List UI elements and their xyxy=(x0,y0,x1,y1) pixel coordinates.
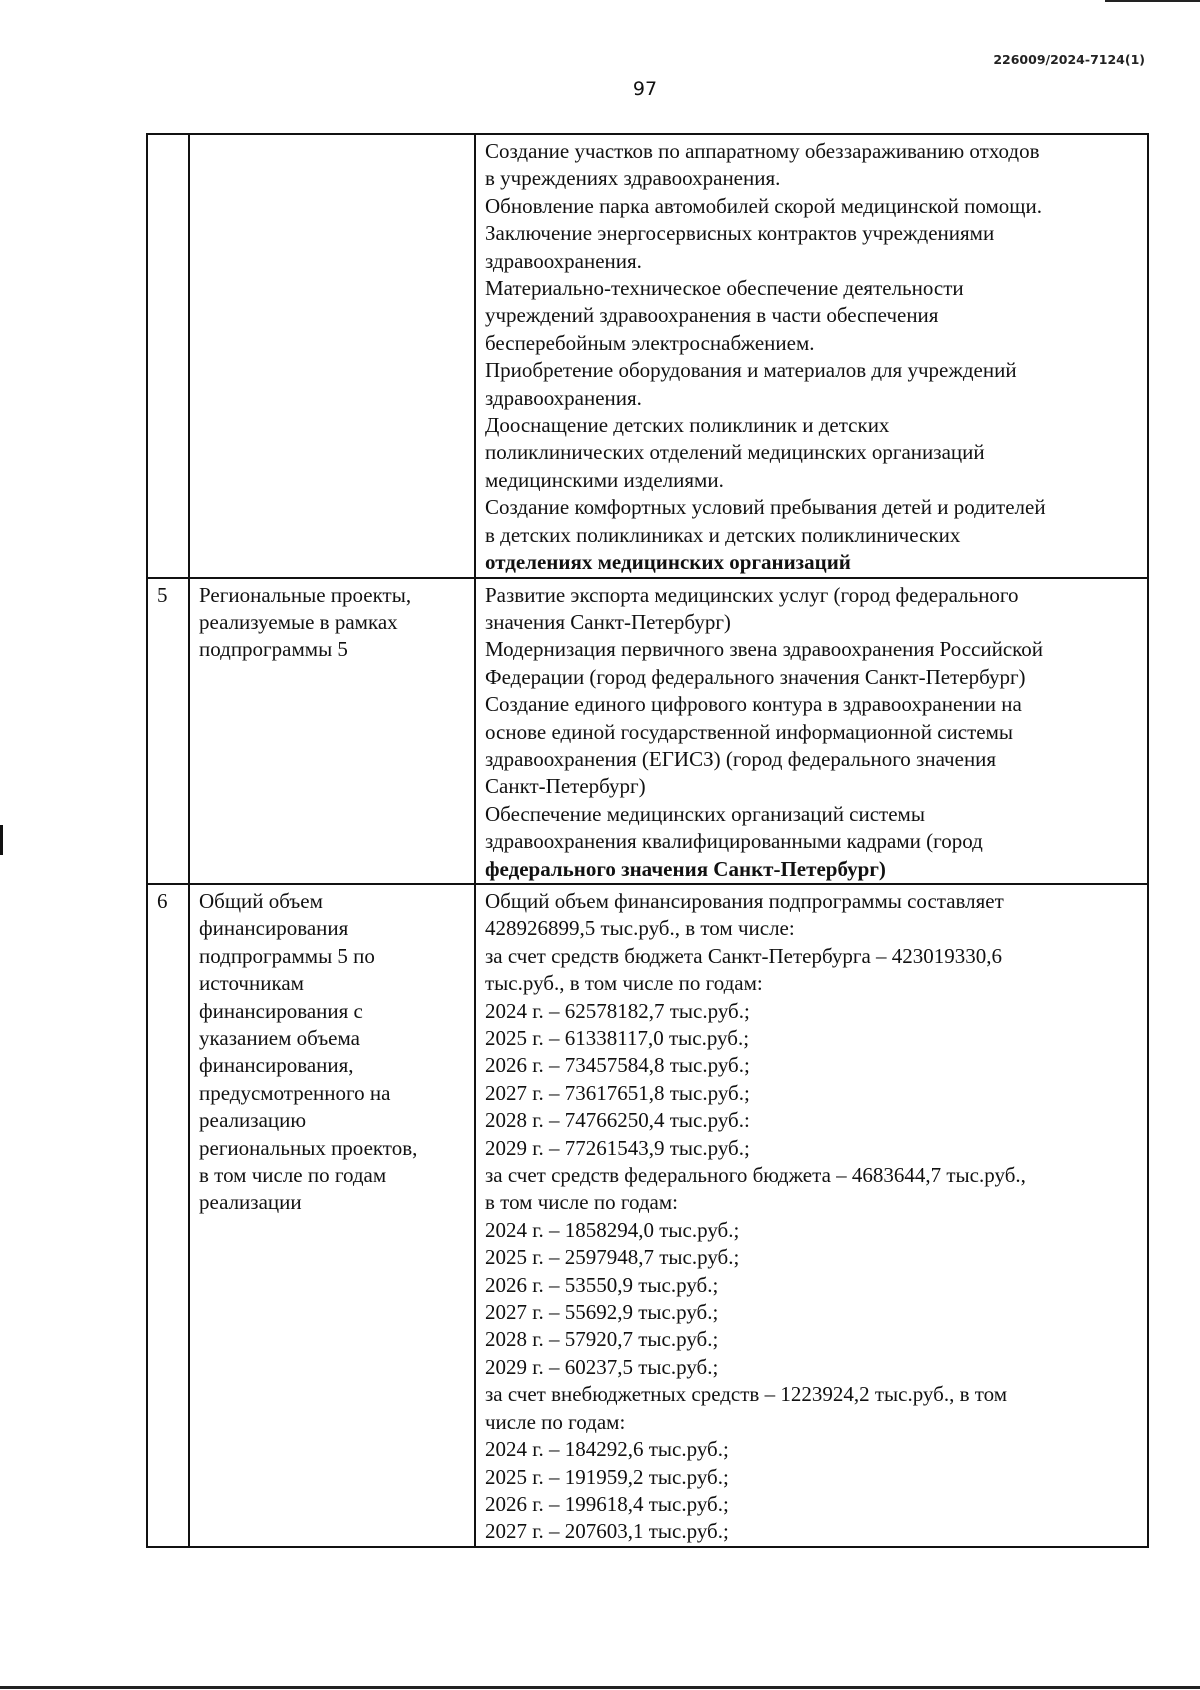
content-line: 2026 г. – 199618,4 тыс.руб.; xyxy=(485,1491,729,1516)
scan-mark-left xyxy=(0,825,3,855)
content-line: 2028 г. – 57920,7 тыс.руб.; xyxy=(485,1327,719,1352)
row-label-cell xyxy=(189,134,475,578)
content-line: за счет средств федерального бюджета – 4683644,7 тыс.руб., xyxy=(485,1163,1026,1188)
label-line: финансирования xyxy=(199,916,349,941)
content-line: 2027 г. – 73617651,8 тыс.руб.; xyxy=(485,1080,750,1105)
content-line: здравоохранения. xyxy=(485,248,642,273)
content-line: здравоохранения. xyxy=(485,385,642,410)
scan-line-bottom xyxy=(0,1686,1200,1689)
content-line: 2024 г. – 62578182,7 тыс.руб.; xyxy=(485,998,750,1023)
content-line: 2029 г. – 60237,5 тыс.руб.; xyxy=(485,1354,719,1379)
content-line: значения Санкт-Петербург) xyxy=(485,609,731,634)
table-row xyxy=(147,578,1148,884)
content-line: 2029 г. – 77261543,9 тыс.руб.; xyxy=(485,1135,750,1160)
label-line: указанием объема xyxy=(199,1026,360,1050)
content-line: 2025 г. – 61338117,0 тыс.руб.; xyxy=(485,1026,750,1050)
label-line: реализации xyxy=(199,1190,302,1215)
row-number-cell xyxy=(147,134,189,578)
content-line: здравоохранения квалифицированными кадрами (город xyxy=(485,829,983,854)
content-line: здравоохранения (ЕГИСЗ) (город федерального значения xyxy=(485,746,997,771)
content-line: 2024 г. – 1858294,0 тыс.руб.; xyxy=(485,1217,740,1242)
content-line: Федерации (город федерального значения Санкт-Петербург) xyxy=(485,664,1026,689)
row-label-cell xyxy=(189,578,475,884)
content-line: Обеспечение медицинских организаций системы xyxy=(485,801,925,826)
label-line: реализуемые в рамках xyxy=(199,609,398,634)
label-line: источникам xyxy=(199,971,304,996)
subprogram-table xyxy=(146,133,1149,1548)
document-id: 226009/2024-7124(1) xyxy=(993,52,1145,67)
content-line: в детских поликлиниках и детских поликлинических xyxy=(485,522,961,547)
content-line: 2027 г. – 207603,1 тыс.руб.; xyxy=(485,1519,729,1544)
content-line: числе по годам: xyxy=(485,1409,626,1434)
table-row xyxy=(147,884,1148,1547)
content-line: Общий объем финансирования подпрограммы составляет xyxy=(485,888,1004,913)
content-line: Создание комфортных условий пребывания детей и родителей xyxy=(485,495,1046,520)
content-line: Развитие экспорта медицинских услуг (город федерального xyxy=(485,582,1019,607)
content-line: в том числе по годам: xyxy=(485,1190,678,1215)
content-line: Модернизация первичного звена здравоохранения Российской xyxy=(485,637,1044,662)
row-number-cell: 5 xyxy=(147,578,189,884)
content-line: за счет средств бюджета Санкт-Петербурга – 423019330,6 xyxy=(485,943,1003,968)
content-line: Заключение энергосервисных контрактов учреждениями xyxy=(485,221,995,246)
table-row xyxy=(147,134,1148,578)
content-line: 2025 г. – 2597948,7 тыс.руб.; xyxy=(485,1245,740,1270)
content-line: Материально-техническое обеспечение деятельности xyxy=(485,276,964,301)
content-line: Приобретение оборудования и материалов для учреждений xyxy=(485,358,1017,383)
content-line: 2026 г. – 53550,9 тыс.руб.; xyxy=(485,1272,719,1297)
label-line: в том числе по годам xyxy=(199,1163,387,1188)
content-line: 2026 г. – 73457584,8 тыс.руб.; xyxy=(485,1053,750,1078)
row-label-cell xyxy=(189,884,475,1547)
content-line: Дооснащение детских поликлиник и детских xyxy=(485,413,890,438)
content-line: 2025 г. – 191959,2 тыс.руб.; xyxy=(485,1464,729,1489)
content-line: за счет внебюджетных средств – 1223924,2 тыс.руб., в том xyxy=(485,1382,1008,1407)
content-line: 2028 г. – 74766250,4 тыс.руб.: xyxy=(485,1108,750,1133)
content-line: 428926899,5 тыс.руб., в том числе: xyxy=(485,916,795,941)
content-line: Обновление парка автомобилей скорой медицинской помощи. xyxy=(485,193,1042,218)
label-line: реализацию xyxy=(199,1108,307,1133)
content-line: основе единой государственной информационной системы xyxy=(485,719,1014,744)
page-number: 97 xyxy=(632,78,658,100)
scan-edge-top xyxy=(1105,0,1200,2)
content-line: отделениях медицинских организаций xyxy=(485,550,851,575)
content-line: бесперебойным электроснабжением. xyxy=(485,330,815,355)
content-line: в учреждениях здравоохранения. xyxy=(485,166,781,191)
label-line: предусмотренного на xyxy=(199,1080,391,1105)
label-line: финансирования с xyxy=(199,998,363,1023)
content-line: поликлинических отделений медицинских организаций xyxy=(485,440,985,465)
content-line: медицинскими изделиями. xyxy=(485,467,724,492)
label-line: Общий объем xyxy=(199,888,323,913)
row-number-cell: 6 xyxy=(147,884,189,1547)
content-line: 2024 г. – 184292,6 тыс.руб.; xyxy=(485,1437,729,1462)
content-line: учреждений здравоохранения в части обеспечения xyxy=(485,303,939,328)
content-line: Создание участков по аппаратному обеззараживанию отходов xyxy=(485,139,1040,163)
row-content-cell xyxy=(475,578,1148,884)
content-line: Создание единого цифрового контура в здравоохранении на xyxy=(485,692,1022,717)
label-line: Региональные проекты, xyxy=(199,582,412,607)
label-line: финансирования, xyxy=(199,1053,354,1078)
label-line: региональных проектов, xyxy=(199,1135,418,1160)
row-content-cell xyxy=(475,884,1148,1547)
label-line: подпрограммы 5 по xyxy=(199,943,375,968)
content-line: тыс.руб., в том числе по годам: xyxy=(485,971,763,996)
content-line: Санкт-Петербург) xyxy=(485,774,646,799)
content-line: федерального значения Санкт-Петербург) xyxy=(485,856,886,881)
label-line: подпрограммы 5 xyxy=(199,637,348,662)
row-content-cell xyxy=(475,134,1148,578)
content-line: 2027 г. – 55692,9 тыс.руб.; xyxy=(485,1300,719,1325)
